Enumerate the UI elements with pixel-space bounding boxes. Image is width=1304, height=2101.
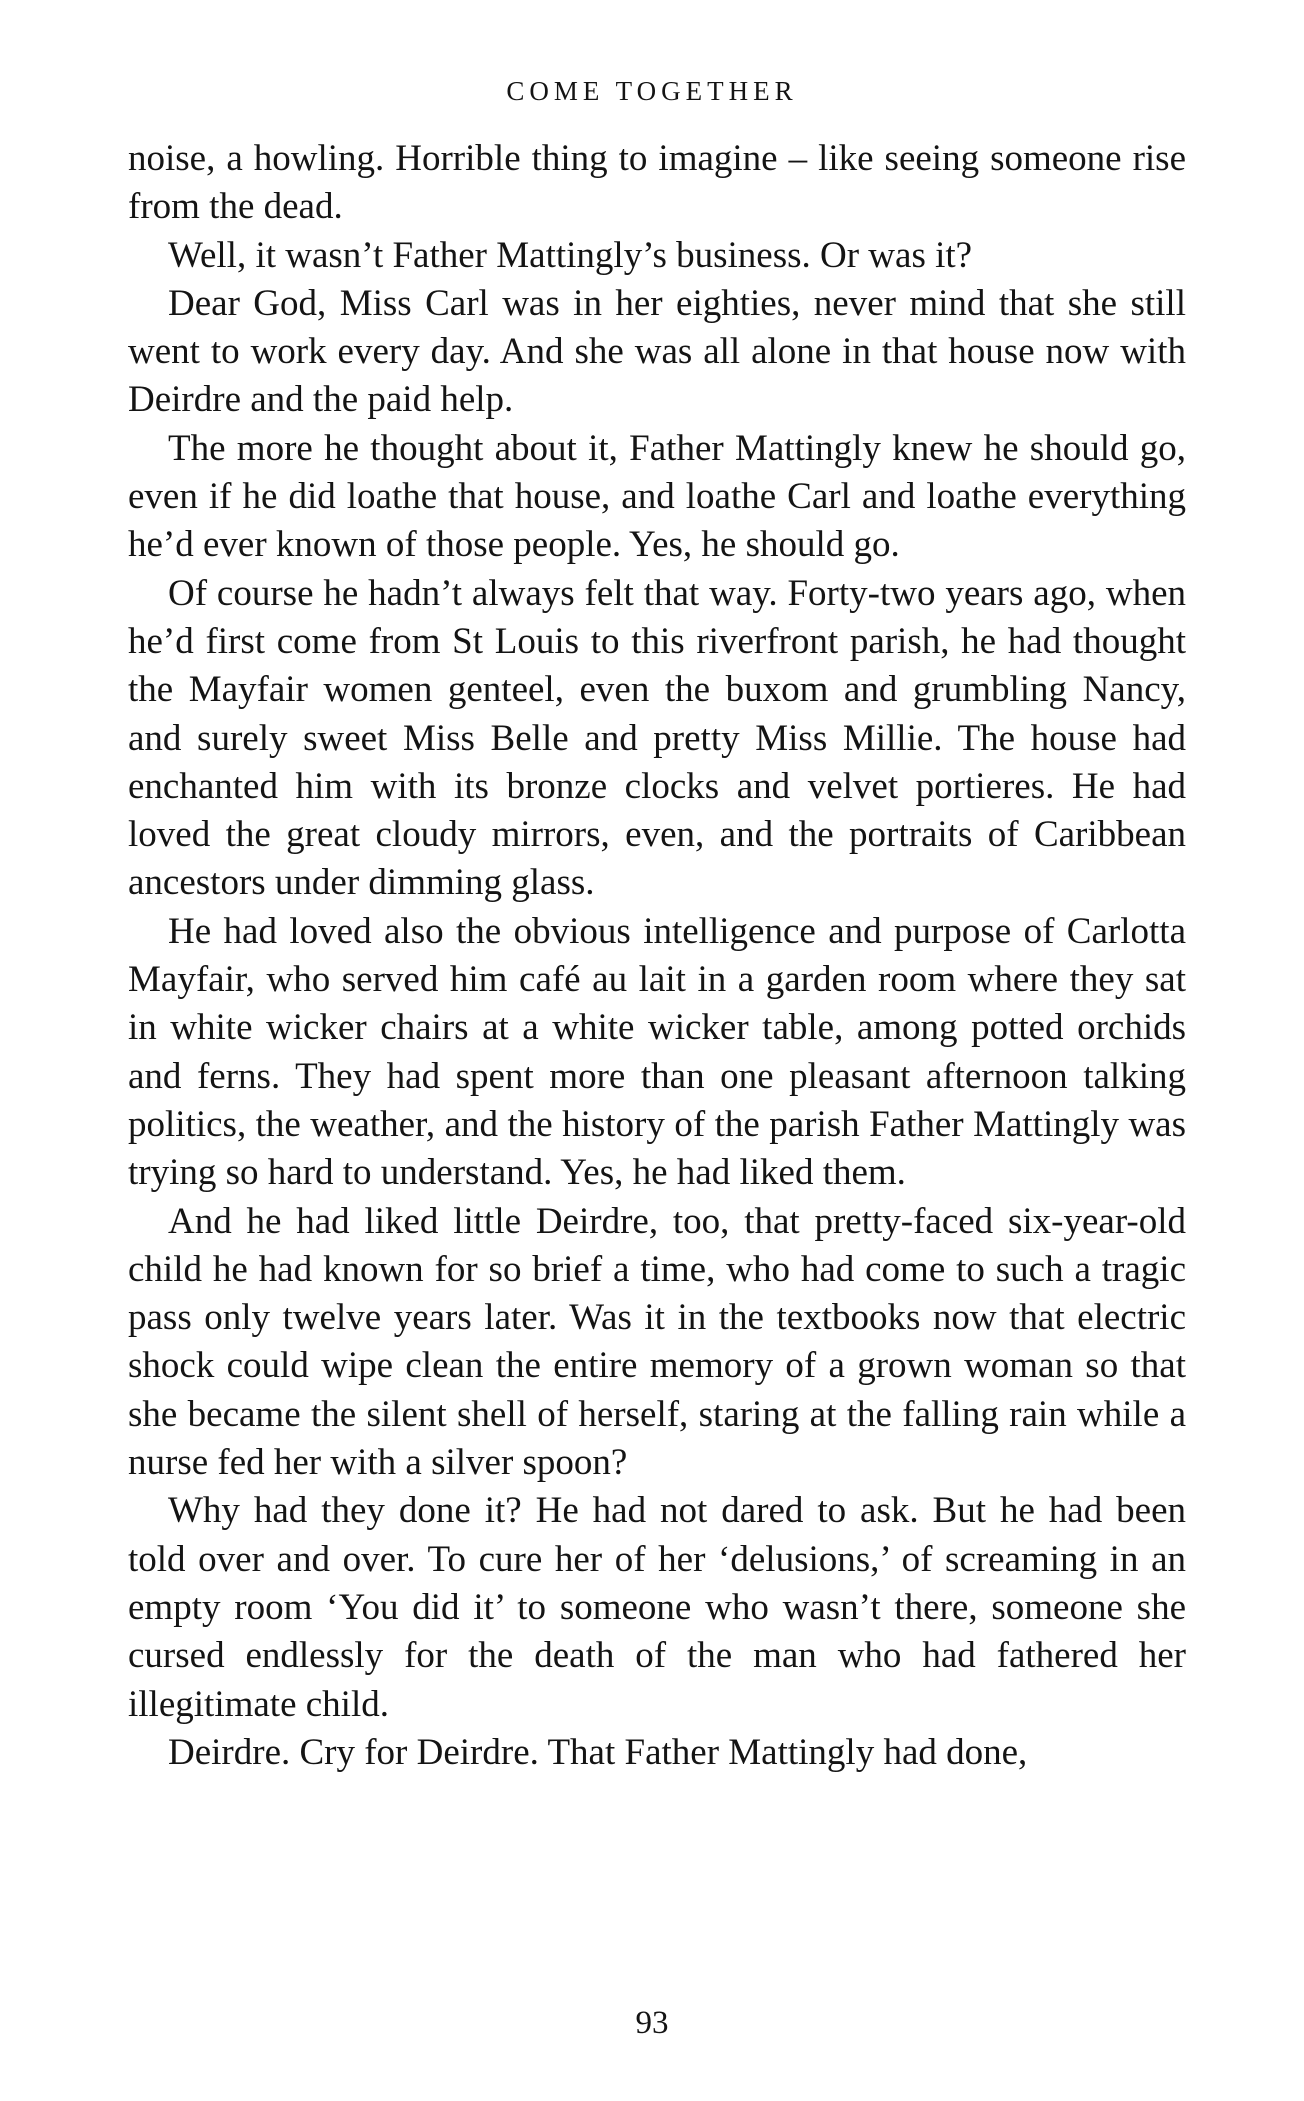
body-text [128,135,1186,1777]
paragraph: Of course he hadn’t always felt that way. Forty-two years ago, when he’d first come from St Louis to this riverfront parish, he had thought the Mayfair women genteel, even the buxom and grumbling Nancy, and surely sweet Miss Belle and pretty Miss Millie. The house had enchanted him with its bronze clocks and velvet portieres. He had loved the great cloudy mirrors, even, and the portraits of Caribbean ancestors under dimming glass. [128,572,1186,904]
page-number: 93 [635,2005,669,2041]
paragraph: And he had liked little Deirdre, too, that pretty-faced six-year-old child he had known for so brief a time, who had come to such a tragic pass only twelve years later. Was it in the textbooks now that electric shock could wipe clean the entire memory of a grown woman so that she became the silent shell of herself, staring at the falling rain while a nurse fed her with a silver spoon? [128,1200,1186,1484]
paragraph: Dear God, Miss Carl was in her eighties, never mind that she still went to work every day. And she was all alone in that house now with Deirdre and the paid help. [128,282,1186,421]
paragraph: Well, it wasn’t Father Mattingly’s business. Or was it? [168,234,973,276]
paragraph: Why had they done it? He had not dared to ask. But he had been told over and over. To cure her of her ‘delusions,’ of screaming in an empty room ‘You did it’ to someone who wasn’t there, someone she cursed endlessly for the death of the man who had fathered her illegitimate child. [128,1490,1186,1725]
running-head: COME TOGETHER [506,76,798,106]
paragraph-continued: noise, a howling. Horrible thing to imagine – like seeing someone rise from the dead. [128,138,1186,228]
paragraph-last: Deirdre. Cry for Deirdre. That Father Mattingly had done, [168,1731,1028,1773]
paragraph: He had loved also the obvious intelligence and purpose of Carlotta Mayfair, who served him café au lait in a garden room where they sat in white wicker chairs at a white wicker table, among potted orchids and ferns. They had spent more than one pleasant afternoon talking politics, the weather, and the history of the parish Father Mattingly was trying so hard to understand. Yes, he had liked them. [128,910,1186,1194]
paragraph: The more he thought about it, Father Mattingly knew he should go, even if he did loathe that house, and loathe Carl and loathe everything he’d ever known of those people. Yes, he should go. [128,427,1186,566]
